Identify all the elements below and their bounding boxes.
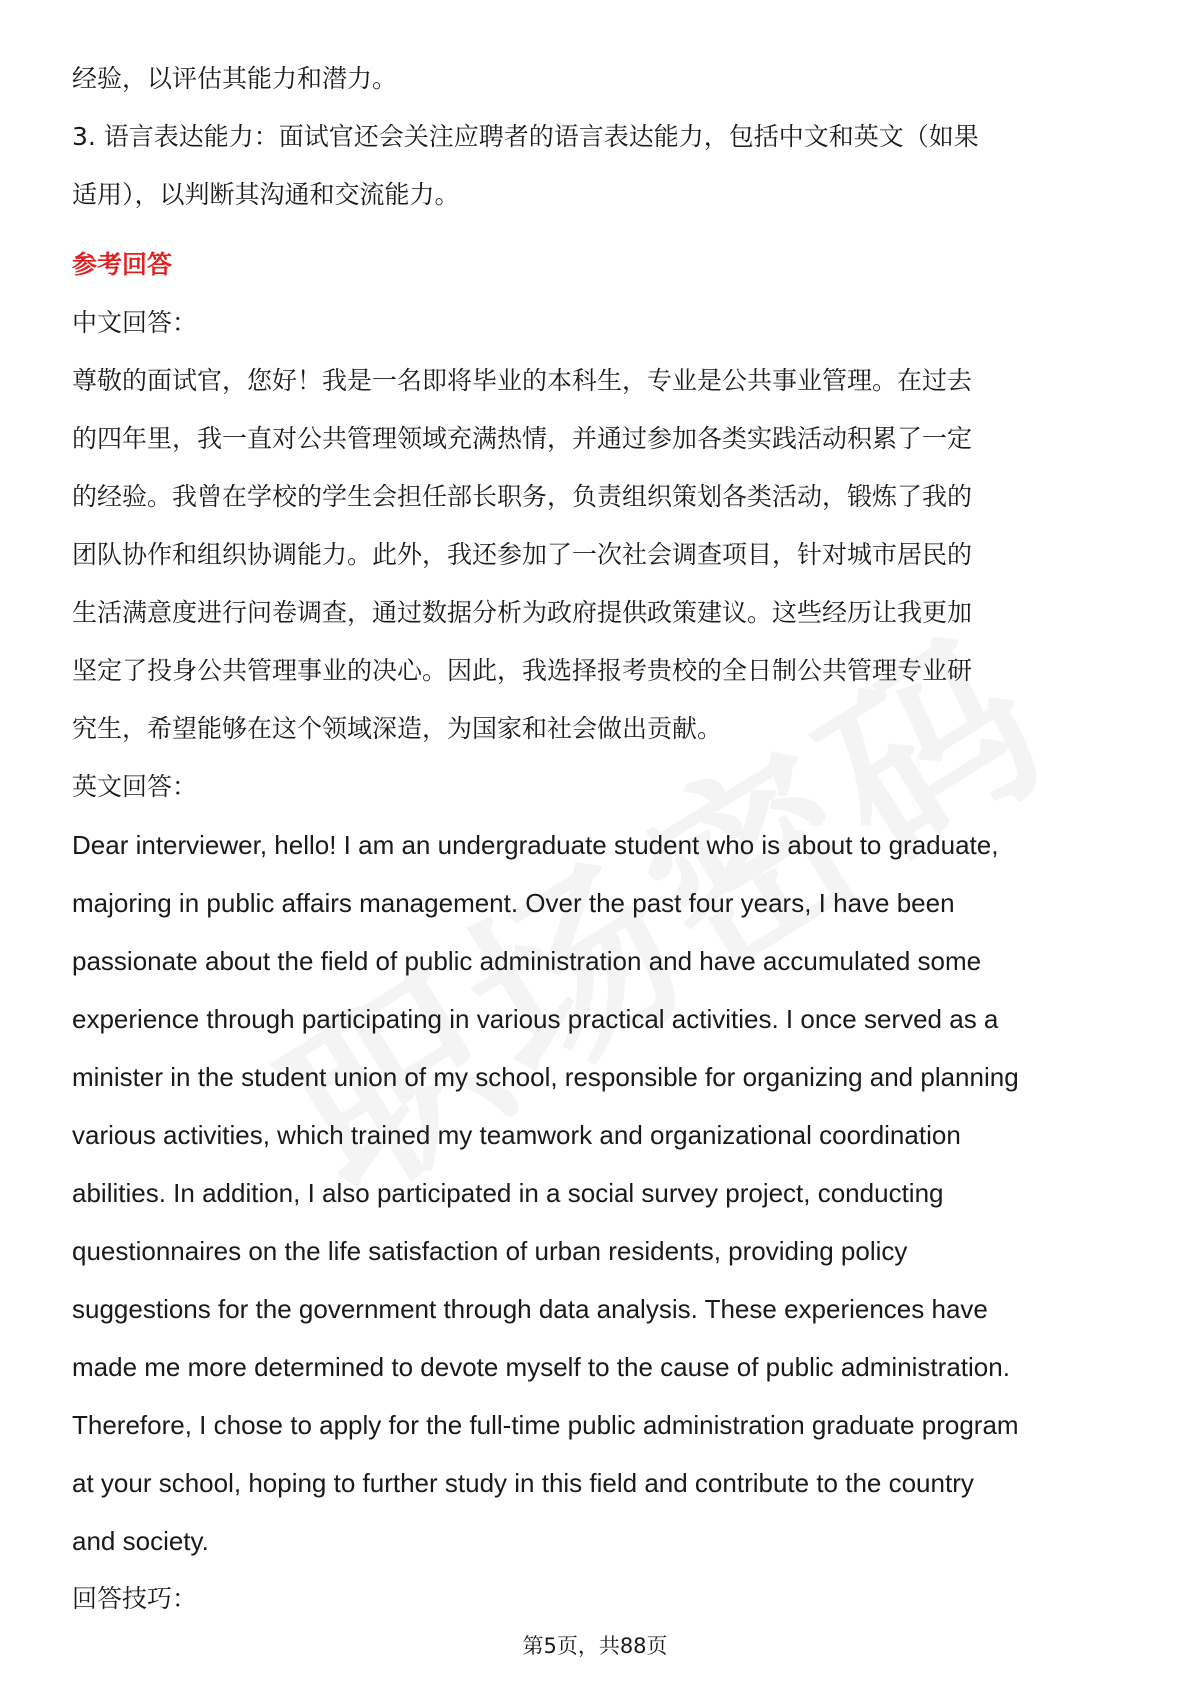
- english-answer-line: minister in the student union of my school, responsible for organizing and planning: [72, 1062, 1019, 1092]
- english-answer-line: at your school, hoping to further study in this field and contribute to the country: [72, 1468, 974, 1498]
- chinese-answer-line: 究生，希望能够在这个领域深造，为国家和社会做出贡献。: [72, 714, 723, 743]
- english-answer-line: Dear interviewer, hello! I am an undergraduate student who is about to graduate,: [72, 830, 999, 860]
- chinese-answer-line: 生活满意度进行问卷调查，通过数据分析为政府提供政策建议。这些经历让我更加: [72, 598, 973, 627]
- chinese-answer-line: 团队协作和组织协调能力。此外，我还参加了一次社会调查项目，针对城市居民的: [72, 540, 973, 569]
- english-answer-line: made me more determined to devote myself to the cause of public administration.: [72, 1352, 1010, 1382]
- chinese-answer-line: 的经验。我曾在学校的学生会担任部长职务，负责组织策划各类活动，锻炼了我的: [72, 482, 973, 511]
- english-answer-line: experience through participating in various practical activities. I once served as a: [72, 1004, 999, 1034]
- english-answer-line: Therefore, I chose to apply for the full-time public administration graduate program: [72, 1410, 1019, 1440]
- english-answer-line: majoring in public affairs management. Over the past four years, I have been: [72, 888, 955, 918]
- text-line: 适用），以判断其沟通和交流能力。: [72, 180, 460, 209]
- english-answer-line: and society.: [72, 1526, 209, 1556]
- page-number-footer: 第5页，共88页: [522, 1634, 668, 1658]
- english-answer-line: questionnaires on the life satisfaction of urban residents, providing policy: [72, 1236, 908, 1266]
- chinese-answer-line: 的四年里，我一直对公共管理领域充满热情，并通过参加各类实践活动积累了一定: [72, 424, 973, 453]
- chinese-answer-line: 尊敬的面试官，您好！我是一名即将毕业的本科生，专业是公共事业管理。在过去: [72, 366, 973, 395]
- page-content: [72, 50, 1132, 1628]
- english-answer-line: various activities, which trained my teamwork and organizational coordination: [72, 1120, 961, 1150]
- english-answer-line: abilities. In addition, I also participated in a social survey project, conducting: [72, 1178, 944, 1208]
- chinese-answer-line: 坚定了投身公共管理事业的决心。因此，我选择报考贵校的全日制公共管理专业研: [72, 656, 973, 685]
- text-line: 经验，以评估其能力和潜力。: [72, 64, 398, 93]
- english-answer-line: passionate about the field of public administration and have accumulated some: [72, 946, 982, 976]
- answer-tips-label: 回答技巧：: [72, 1584, 198, 1613]
- chinese-answer-label: 中文回答：: [72, 308, 198, 337]
- english-answer-label: 英文回答：: [72, 772, 198, 801]
- english-answer-line: suggestions for the government through data analysis. These experiences have: [72, 1294, 988, 1324]
- section-heading: 参考回答: [72, 250, 173, 279]
- text-line: 3. 语言表达能力：面试官还会关注应聘者的语言表达能力，包括中文和英文（如果: [72, 122, 979, 151]
